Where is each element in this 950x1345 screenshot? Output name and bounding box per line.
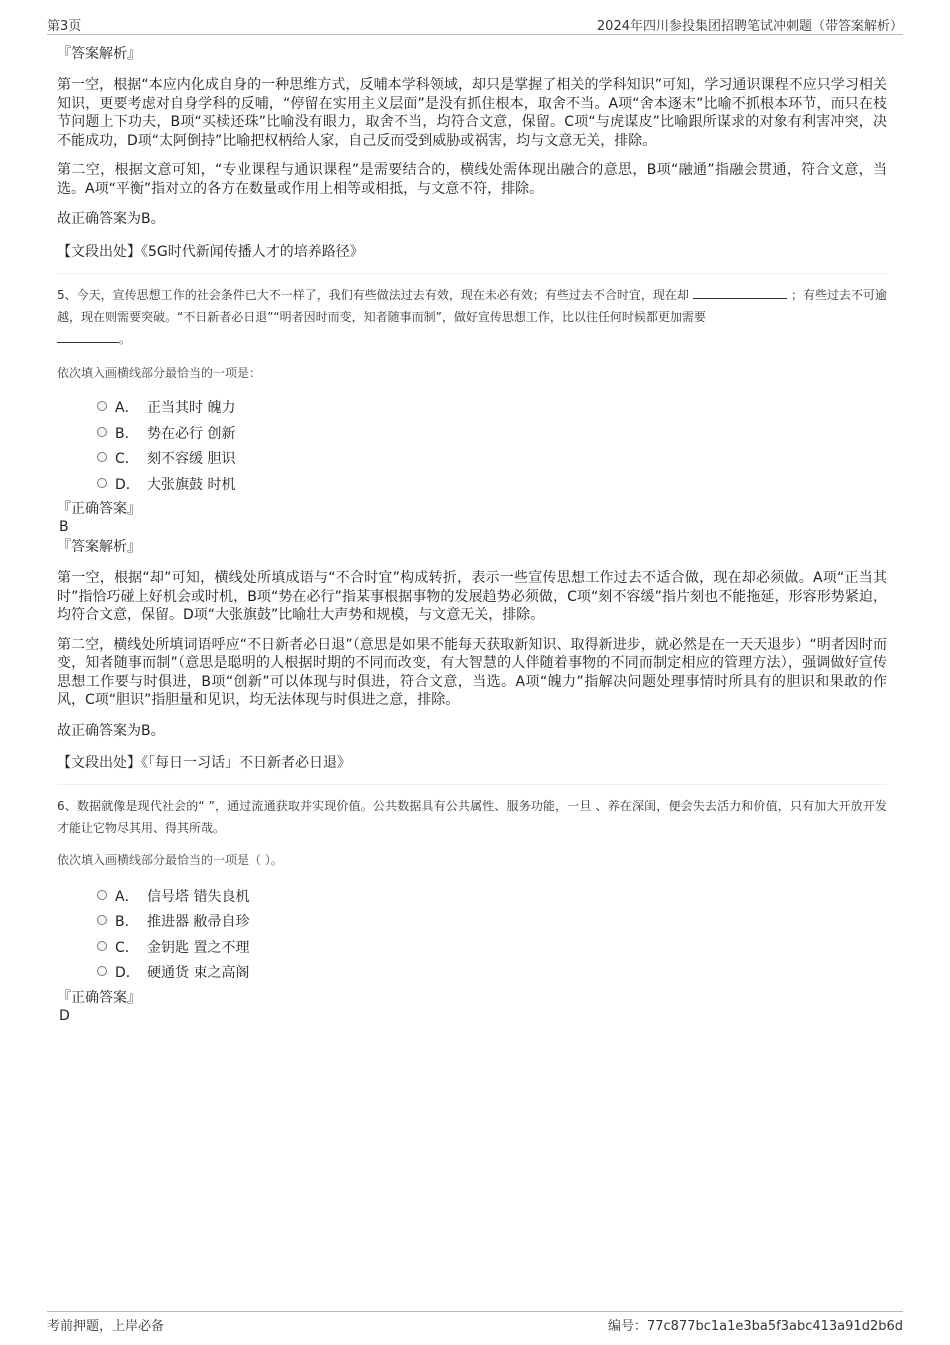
q5-conclusion: 故正确答案为B。 [57, 722, 165, 739]
footer-slogan: 考前押题，上岸必备 [47, 1319, 165, 1334]
q5-options [57, 395, 887, 497]
q5-stem-a: 5、今天，宣传思想工作的社会条件已大不一样了，我们有些做法过去有效，现在未必有效；有些过去不合时宜，现在却 [57, 288, 689, 302]
q5-option-b[interactable]: B． 势在必行 创新 [57, 421, 887, 447]
q5-answer: B [59, 519, 69, 535]
page-number: 第3页 [47, 19, 82, 34]
q5-stem-b: ；有些过去不可逾越，现在则需要突破。“不日新者必日退”“明者因时而变，知者随事而制”，做好宣传思想工作，比以往任何时候都更加需要 [57, 288, 887, 324]
radio-icon[interactable] [97, 452, 107, 462]
q5-answer-label: 『正确答案』 [57, 501, 141, 517]
q4-conclusion: 故正确答案为B。 [57, 211, 165, 227]
q5-analysis-label: 『答案解析』 [57, 539, 141, 555]
q6-options [57, 884, 887, 986]
q6-answer: D [59, 1007, 70, 1024]
q6-ask: 依次填入画横线部分最恰当的一项是（ ）。 [57, 852, 283, 867]
q5-stem [57, 284, 887, 350]
document-title: 2024年四川参投集团招聘笔试冲刺题（带答案解析） [596, 19, 903, 34]
q5-analysis-p1: 第一空，根据“却”可知，横线处所填成语与“不合时宜”构成转折，表示一些宣传思想工作过去不适合做，现在却必须做。A项“正当其时”指恰巧碰上好机会或时机，B项“势在必行”指某事根据事物的发展趋势必须做，C项“刻不容缓”指片刻也不能拖延，形容形势紧迫，均符合文意，保留。D项“大张旗鼓”比喻壮大声势和规模，与文意无关，排除。 [57, 570, 887, 623]
page-content [57, 44, 887, 1024]
radio-icon[interactable] [97, 890, 107, 900]
q6-answer-label: 『正确答案』 [57, 989, 141, 1006]
q6-option-b[interactable]: B． 推进器 敝帚自珍 [57, 909, 887, 935]
page-header [47, 14, 903, 35]
q5-blank-1 [693, 286, 787, 299]
q6-option-d[interactable]: D． 硬通货 束之高阁 [57, 960, 887, 986]
q5-blank-2 [57, 330, 119, 343]
q6-stem: 6、数据就像是现代社会的“ ”，通过流通获取并实现价值。公共数据具有公共属性、服务功能，一旦 、养在深闺，便会失去活力和价值，只有加大开放开发才能让它物尽其用、得其所哉。 [57, 798, 887, 835]
page-footer [47, 1311, 903, 1334]
q5-ask: 依次填入画横线部分最恰当的一项是： [57, 366, 262, 380]
radio-icon[interactable] [97, 966, 107, 976]
radio-icon[interactable] [97, 427, 107, 437]
q4-analysis-p1: 第一空，根据“本应内化成自身的一种思维方式，反哺本学科领域，却只是掌握了相关的学科知识”可知，学习通识课程不应只学习相关知识，更要考虑对自身学科的反哺，“停留在实用主义层面”是没有抓住根本，取舍不当。A项“舍本逐末”比喻不抓根本环节，而只在枝节问题上下功夫，B项“买椟还珠”比喻没有眼力，取舍不当，均符合文意，保留。C项“与虎谋皮”比喻跟所谋求的对象有利害冲突，决不能成功，D项“太阿倒持”比喻把权柄给人家，自己反而受到威胁或祸害，均与文意无关，排除。 [57, 77, 887, 149]
q5-option-a[interactable]: A． 正当其时 魄力 [57, 395, 887, 421]
q6-option-a[interactable]: A． 信号塔 错失良机 [57, 884, 887, 910]
divider [57, 784, 887, 785]
q6-option-c[interactable]: C． 金钥匙 置之不理 [57, 935, 887, 961]
q5-option-d[interactable]: D． 大张旗鼓 时机 [57, 472, 887, 498]
q5-source: 【文段出处】《「每日一习话」不日新者必日退》 [57, 755, 351, 771]
radio-icon[interactable] [97, 915, 107, 925]
q5-stem-c: 。 [119, 332, 132, 346]
divider [57, 273, 887, 274]
document-code: 编号：77c877bc1a1e3ba5f3abc413a91d2b6d [607, 1319, 903, 1334]
q5-option-c[interactable]: C． 刻不容缓 胆识 [57, 446, 887, 472]
radio-icon[interactable] [97, 941, 107, 951]
q4-source: 【文段出处】《5G时代新闻传播人才的培养路径》 [57, 243, 364, 260]
radio-icon[interactable] [97, 401, 107, 411]
q4-analysis-label: 『答案解析』 [57, 46, 141, 62]
q5-analysis-p2: 第二空，横线处所填词语呼应“不日新者必日退”（意思是如果不能每天获取新知识、取得新进步，就必然是在一天天退步）“明者因时而变，知者随事而制”（意思是聪明的人根据时期的不同而改变，有大智慧的人伴随着事物的不同而制定相应的管理方法），强调做好宣传思想工作要与时俱进，B项“创新”可以体现与时俱进，符合文意，当选。A项“魄力”指解决问题处理事情时所具有的胆识和果敢的作风，C项“胆识”指胆量和见识，均无法体现与时俱进之意，排除。 [57, 636, 887, 708]
radio-icon[interactable] [97, 478, 107, 488]
q4-analysis-p2: 第二空，根据文意可知，“专业课程与通识课程”是需要结合的，横线处需体现出融合的意思，B项“融通”指融会贯通，符合文意，当选。A项“平衡”指对立的各方在数量或作用上相等或相抵，与文意不符，排除。 [57, 162, 887, 197]
